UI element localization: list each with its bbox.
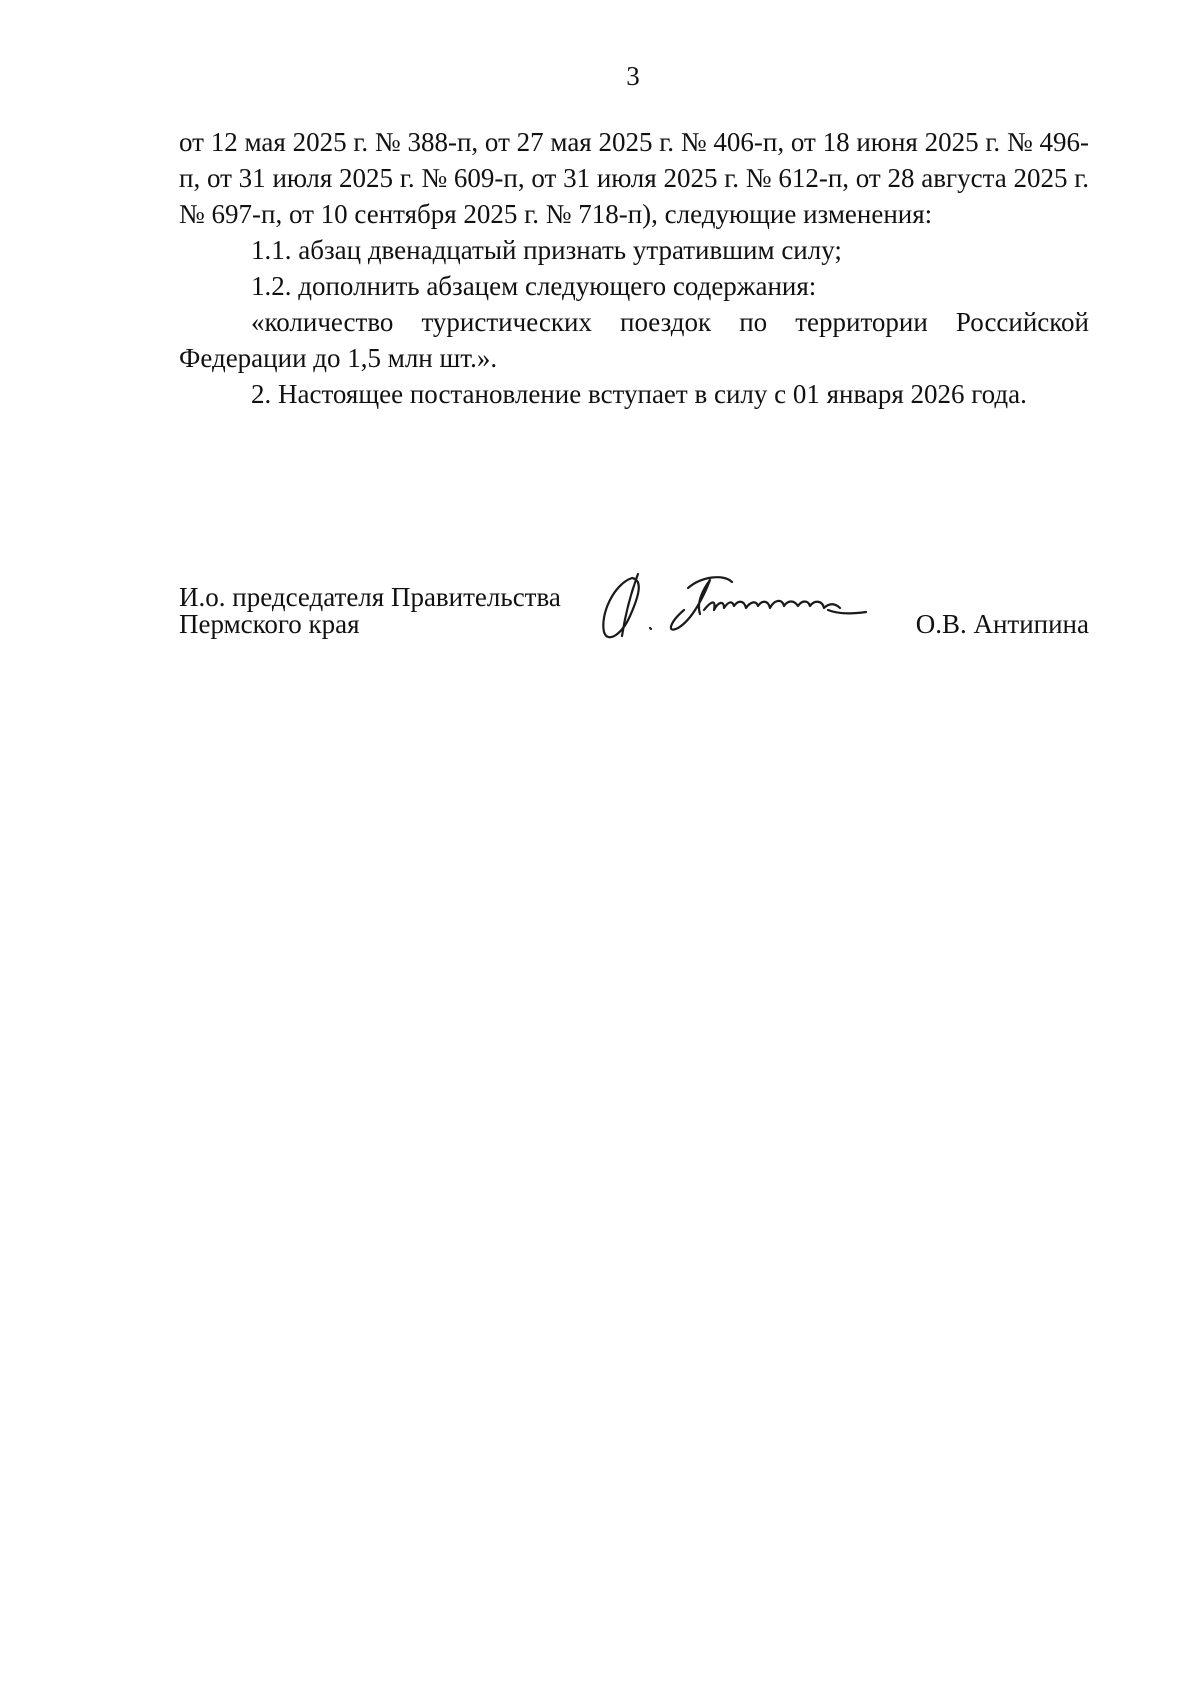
signature-block (179, 584, 1089, 654)
paragraph-quoted-text: «количество туристических поездок по территории Российской Федерации до 1,5 млн шт.». (179, 307, 1089, 373)
signatory-position-line2: Пермского края (179, 609, 360, 639)
paragraph-item-2: 2. Настоящее постановление вступает в силу с 01 января 2026 года. (251, 379, 1027, 409)
handwritten-signature (592, 566, 892, 646)
signatory-name: О.В. Антипина (915, 609, 1089, 639)
page-number: 3 (626, 61, 640, 91)
document-body (179, 124, 1089, 412)
signatory-position (179, 584, 561, 638)
paragraph-item-1-1: 1.1. абзац двенадцатый признать утратившим силу; (251, 235, 842, 265)
paragraph-amendment-list: от 12 мая 2025 г. № 388-п, от 27 мая 2025 г. № 406-п, от 18 июня 2025 г. № 496-п, от 31 июля 2025 г. № 609-п, от 31 июля 2025 г. № 612-п, от 28 августа 2025 г. № 697-п, от 10 сентября 2025 г. № 718-п), следующие изменения: (179, 127, 1089, 229)
paragraph-item-1-2: 1.2. дополнить абзацем следующего содержания: (251, 271, 817, 301)
signatory-position-line1: И.о. председателя Правительства (179, 582, 561, 612)
